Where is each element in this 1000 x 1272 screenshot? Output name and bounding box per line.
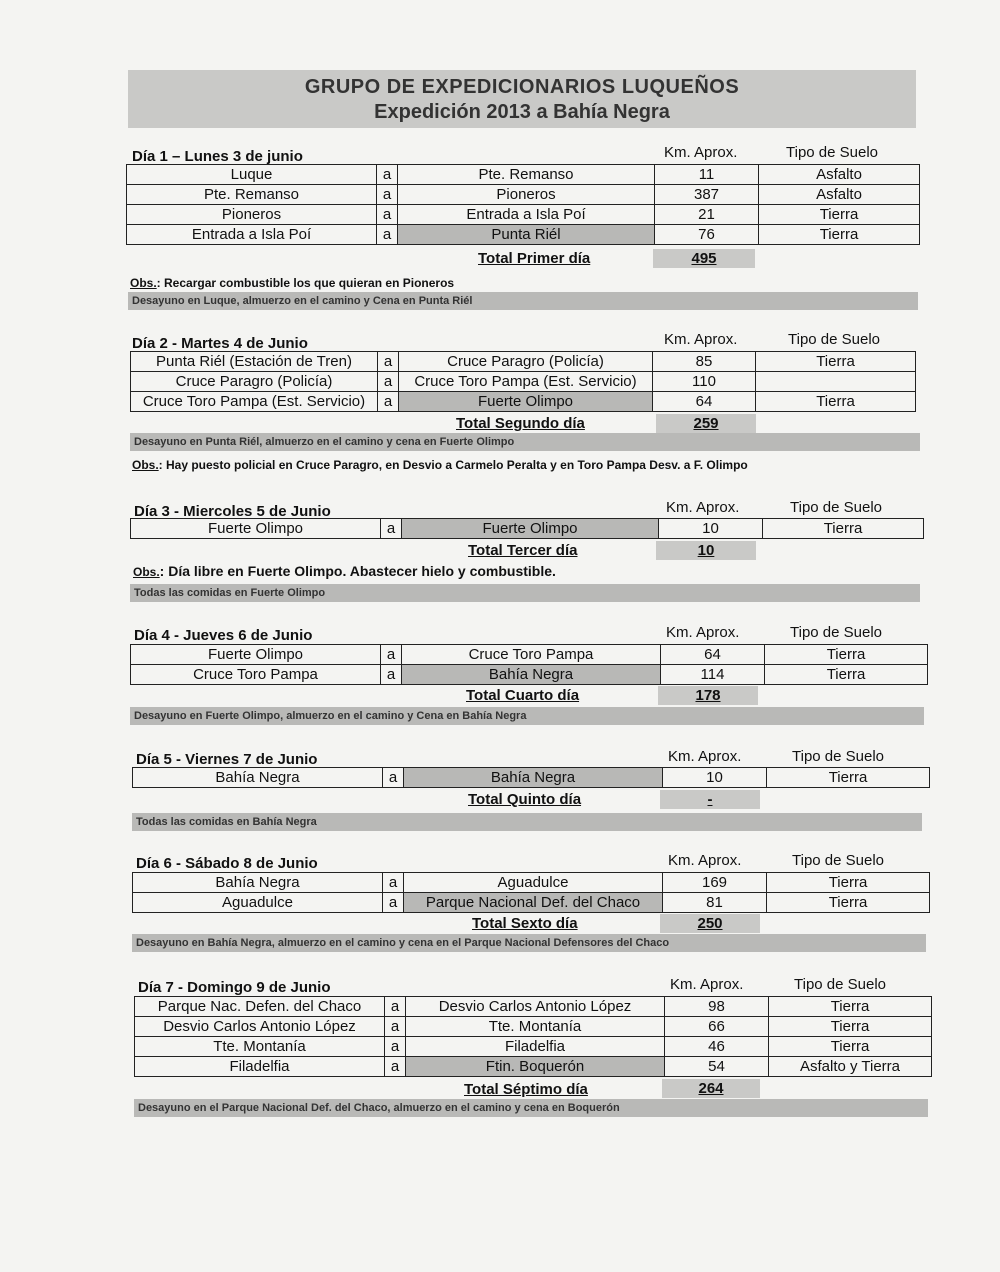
- connector: a: [385, 1057, 406, 1077]
- km-cell: 387: [655, 185, 759, 205]
- meals-band: Desayuno en el Parque Nacional Def. del Chaco, almuerzo en el camino y cena en Boquerón: [134, 1099, 928, 1117]
- soil-cell: Tierra: [769, 1017, 932, 1037]
- km-cell: 85: [653, 352, 756, 372]
- route-table: [130, 351, 916, 412]
- km-cell: 46: [665, 1037, 769, 1057]
- to-cell: Aguadulce: [404, 873, 663, 893]
- soil-cell: Tierra: [769, 997, 932, 1017]
- connector: a: [381, 665, 402, 685]
- km-cell: 10: [659, 519, 763, 539]
- total-value: 10: [656, 541, 756, 560]
- table-row: [131, 392, 916, 412]
- soil-cell: Tierra: [756, 392, 916, 412]
- total-value: 178: [658, 686, 758, 705]
- day-heading: Día 6 - Sábado 8 de Junio: [136, 855, 318, 872]
- obs-text: : Recargar combustible los que quieran en Pioneros: [156, 276, 455, 290]
- from-cell: Pioneros: [127, 205, 377, 225]
- connector: a: [377, 165, 398, 185]
- km-header: Km. Aprox.: [666, 499, 740, 516]
- km-header: Km. Aprox.: [668, 748, 742, 765]
- meals-band: Desayuno en Fuerte Olimpo, almuerzo en el camino y Cena en Bahía Negra: [130, 707, 924, 725]
- route-table: [132, 767, 930, 788]
- meals-band: Desayuno en Punta Riél, almuerzo en el camino y cena en Fuerte Olimpo: [130, 433, 920, 451]
- soil-header: Tipo de Suelo: [788, 331, 881, 348]
- obs-text: : Hay puesto policial en Cruce Paragro, en Desvio a Carmelo Peralta y en Toro Pampa Desv. a F. Olimpo: [158, 458, 748, 472]
- observation: [133, 563, 556, 579]
- total-label: Total Primer día: [478, 250, 591, 267]
- to-cell: Desvio Carlos Antonio López: [406, 997, 665, 1017]
- from-cell: Punta Riél (Estación de Tren): [131, 352, 378, 372]
- table-row: [127, 225, 920, 245]
- table-row: [135, 997, 932, 1017]
- connector: a: [378, 392, 399, 412]
- soil-cell: Asfalto y Tierra: [769, 1057, 932, 1077]
- to-cell: Fuerte Olimpo: [402, 519, 659, 539]
- total-label: Total Sexto día: [472, 915, 578, 932]
- to-cell: Filadelfia: [406, 1037, 665, 1057]
- km-cell: 114: [661, 665, 765, 685]
- route-table: [126, 164, 920, 245]
- from-cell: Luque: [127, 165, 377, 185]
- table-row: [135, 1057, 932, 1077]
- to-cell: Bahía Negra: [404, 768, 663, 788]
- from-cell: Cruce Paragro (Policía): [131, 372, 378, 392]
- soil-header: Tipo de Suelo: [786, 144, 879, 161]
- day-heading: Día 5 - Viernes 7 de Junio: [136, 751, 318, 768]
- km-cell: 54: [665, 1057, 769, 1077]
- observation: [132, 458, 748, 472]
- km-cell: 21: [655, 205, 759, 225]
- meals-band: Todas las comidas en Bahía Negra: [132, 813, 922, 831]
- table-row: [135, 1037, 932, 1057]
- connector: a: [377, 225, 398, 245]
- to-cell: Bahía Negra: [402, 665, 661, 685]
- from-cell: Cruce Toro Pampa (Est. Servicio): [131, 392, 378, 412]
- from-cell: Fuerte Olimpo: [131, 519, 381, 539]
- table-row: [131, 519, 924, 539]
- day-heading: Día 2 - Martes 4 de Junio: [132, 335, 308, 352]
- soil-cell: Tierra: [767, 873, 930, 893]
- soil-cell: Tierra: [767, 893, 930, 913]
- total-label: Total Quinto día: [468, 791, 582, 808]
- km-header: Km. Aprox.: [670, 976, 744, 993]
- route-table: [134, 996, 932, 1077]
- soil-cell: Tierra: [765, 645, 928, 665]
- total-value: 495: [653, 249, 755, 268]
- km-cell: 64: [653, 392, 756, 412]
- table-row: [133, 893, 930, 913]
- soil-cell: Tierra: [763, 519, 924, 539]
- km-cell: 98: [665, 997, 769, 1017]
- table-row: [135, 1017, 932, 1037]
- connector: a: [383, 768, 404, 788]
- obs-text: : Día libre en Fuerte Olimpo. Abastecer hielo y combustible.: [159, 563, 556, 579]
- total-label: Total Tercer día: [468, 542, 578, 559]
- table-row: [131, 645, 928, 665]
- soil-header: Tipo de Suelo: [790, 624, 883, 641]
- from-cell: Desvio Carlos Antonio López: [135, 1017, 385, 1037]
- km-cell: 76: [655, 225, 759, 245]
- km-header: Km. Aprox.: [664, 144, 738, 161]
- meals-band: Todas las comidas en Fuerte Olimpo: [130, 584, 920, 602]
- to-cell: Cruce Toro Pampa: [402, 645, 661, 665]
- obs-label: Obs.: [132, 458, 159, 472]
- obs-label: Obs.: [130, 276, 157, 290]
- total-value: -: [660, 790, 760, 809]
- km-header: Km. Aprox.: [666, 624, 740, 641]
- connector: a: [378, 372, 399, 392]
- connector: a: [385, 1037, 406, 1057]
- to-cell: Parque Nacional Def. del Chaco: [404, 893, 663, 913]
- total-value: 264: [662, 1079, 760, 1098]
- table-row: [131, 352, 916, 372]
- total-value: 259: [656, 414, 756, 433]
- table-row: [127, 185, 920, 205]
- title-box: [128, 70, 916, 128]
- day-heading: Día 3 - Miercoles 5 de Junio: [134, 503, 331, 520]
- route-table: [130, 644, 928, 685]
- km-cell: 11: [655, 165, 759, 185]
- from-cell: Parque Nac. Defen. del Chaco: [135, 997, 385, 1017]
- meals-band: Desayuno en Luque, almuerzo en el camino y Cena en Punta Riél: [128, 292, 918, 310]
- connector: a: [377, 205, 398, 225]
- to-cell: Punta Riél: [398, 225, 655, 245]
- from-cell: Bahía Negra: [133, 768, 383, 788]
- meals-band: Desayuno en Bahía Negra, almuerzo en el camino y cena en el Parque Nacional Defensores del Chaco: [132, 934, 926, 952]
- connector: a: [383, 873, 404, 893]
- route-table: [130, 518, 924, 539]
- km-cell: 66: [665, 1017, 769, 1037]
- km-header: Km. Aprox.: [668, 852, 742, 869]
- km-cell: 110: [653, 372, 756, 392]
- table-row: [127, 205, 920, 225]
- to-cell: Entrada a Isla Poí: [398, 205, 655, 225]
- connector: a: [381, 519, 402, 539]
- to-cell: Ftin. Boquerón: [406, 1057, 665, 1077]
- soil-cell: Asfalto: [759, 185, 920, 205]
- to-cell: Cruce Toro Pampa (Est. Servicio): [399, 372, 653, 392]
- from-cell: Cruce Toro Pampa: [131, 665, 381, 685]
- table-row: [133, 873, 930, 893]
- to-cell: Fuerte Olimpo: [399, 392, 653, 412]
- km-header: Km. Aprox.: [664, 331, 738, 348]
- from-cell: Pte. Remanso: [127, 185, 377, 205]
- soil-cell: Tierra: [765, 665, 928, 685]
- soil-cell: Tierra: [756, 352, 916, 372]
- to-cell: Tte. Montanía: [406, 1017, 665, 1037]
- day-heading: Día 7 - Domingo 9 de Junio: [138, 979, 331, 996]
- table-row: [131, 372, 916, 392]
- to-cell: Pioneros: [398, 185, 655, 205]
- connector: a: [385, 1017, 406, 1037]
- km-cell: 169: [663, 873, 767, 893]
- obs-label: Obs.: [133, 565, 160, 579]
- document-title: GRUPO DE EXPEDICIONARIOS LUQUEÑOS: [304, 76, 740, 98]
- soil-cell: Tierra: [759, 225, 920, 245]
- table-row: [131, 665, 928, 685]
- soil-header: Tipo de Suelo: [792, 748, 885, 765]
- from-cell: Entrada a Isla Poí: [127, 225, 377, 245]
- total-label: Total Segundo día: [456, 415, 585, 432]
- connector: a: [385, 997, 406, 1017]
- document-subtitle: Expedición 2013 a Bahía Negra: [374, 101, 670, 123]
- from-cell: Aguadulce: [133, 893, 383, 913]
- observation: [130, 276, 454, 290]
- km-cell: 64: [661, 645, 765, 665]
- to-cell: Pte. Remanso: [398, 165, 655, 185]
- table-row: [127, 165, 920, 185]
- total-label: Total Séptimo día: [464, 1081, 588, 1098]
- soil-cell: Tierra: [759, 205, 920, 225]
- table-row: [133, 768, 930, 788]
- soil-header: Tipo de Suelo: [790, 499, 883, 516]
- soil-header: Tipo de Suelo: [792, 852, 885, 869]
- from-cell: Bahía Negra: [133, 873, 383, 893]
- km-cell: 10: [663, 768, 767, 788]
- route-table: [132, 872, 930, 913]
- day-heading: Día 4 - Jueves 6 de Junio: [134, 627, 313, 644]
- soil-header: Tipo de Suelo: [794, 976, 887, 993]
- km-cell: 81: [663, 893, 767, 913]
- connector: a: [383, 893, 404, 913]
- from-cell: Tte. Montanía: [135, 1037, 385, 1057]
- to-cell: Cruce Paragro (Policía): [399, 352, 653, 372]
- from-cell: Filadelfia: [135, 1057, 385, 1077]
- total-label: Total Cuarto día: [466, 687, 580, 704]
- soil-cell: Tierra: [769, 1037, 932, 1057]
- soil-cell: Asfalto: [759, 165, 920, 185]
- connector: a: [377, 185, 398, 205]
- soil-cell: [756, 372, 916, 392]
- from-cell: Fuerte Olimpo: [131, 645, 381, 665]
- connector: a: [378, 352, 399, 372]
- day-heading: Día 1 – Lunes 3 de junio: [132, 148, 303, 165]
- total-value: 250: [660, 914, 760, 933]
- soil-cell: Tierra: [767, 768, 930, 788]
- connector: a: [381, 645, 402, 665]
